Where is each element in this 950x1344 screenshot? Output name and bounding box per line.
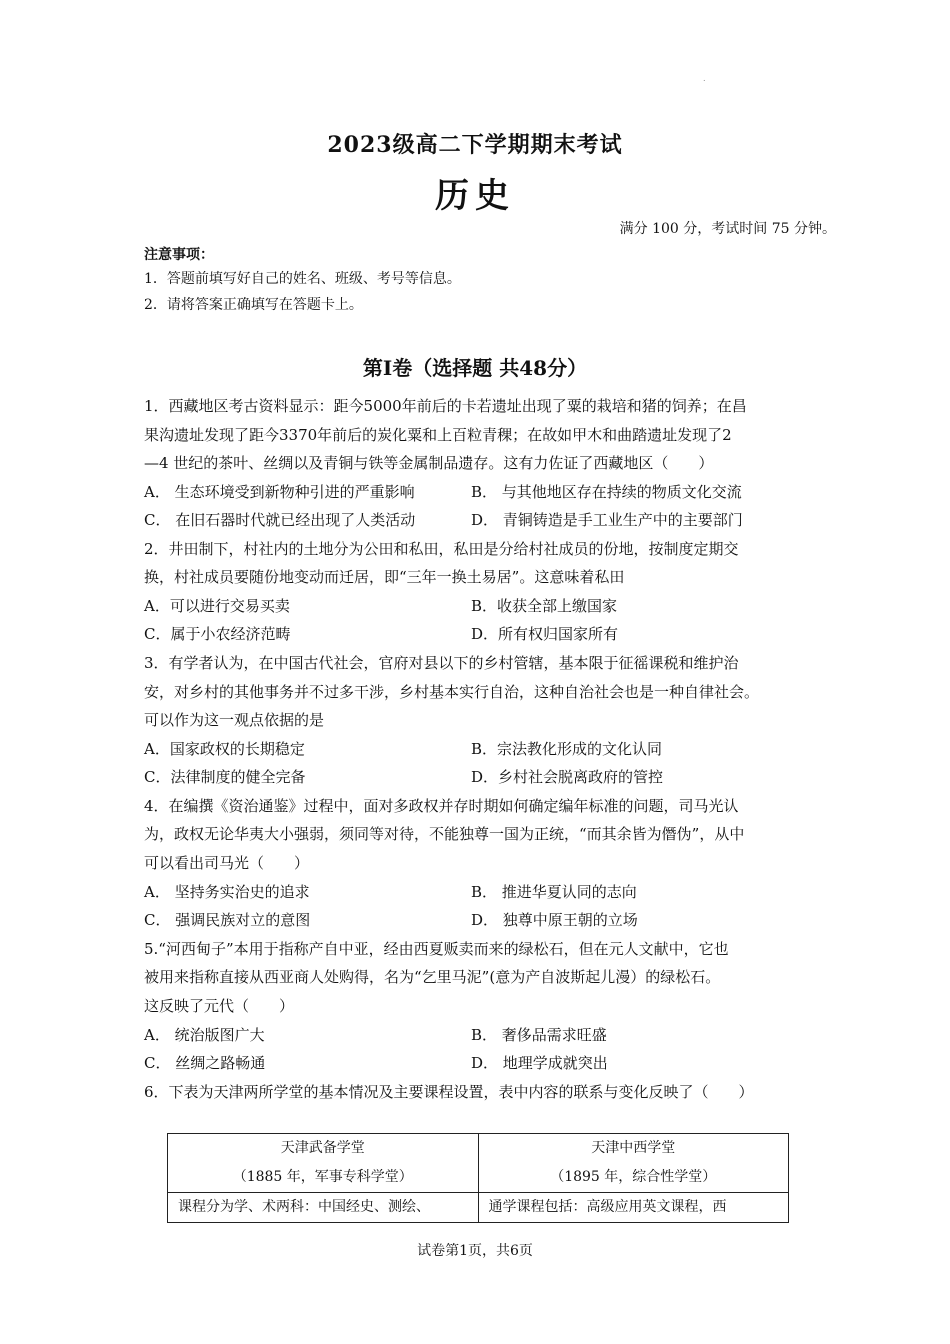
question-text: 果沟遗址发现了距今3370年前后的炭化粟和上百粒青稞；在故如甲木和曲踏遗址发现了2	[144, 426, 732, 444]
question-text: 被用来指称直接从西亚商人处购得，名为“乞里马泥”(意为产自波斯起儿漫）的绿松石。	[144, 968, 721, 986]
option-b: B．宗法教化形成的文化认同	[471, 740, 663, 758]
option-a: A．国家政权的长期稳定	[144, 740, 305, 758]
option-d: D． 独尊中原王朝的立场	[471, 911, 638, 929]
notice-item: 2．请将答案正确填写在答题卡上。	[144, 297, 363, 313]
table-header-cell	[478, 1134, 789, 1193]
question-text: 安，对乡村的其他事务并不过多干涉，乡村基本实行自治，这种自治社会也是一种自律社会。	[144, 683, 760, 701]
option-d: D． 地理学成就突出	[471, 1054, 608, 1072]
option-c: C． 强调民族对立的意图	[144, 911, 311, 929]
question-text: 可以作为这一观点依据的是	[144, 711, 325, 729]
option-c: C．属于小农经济范畴	[144, 625, 291, 643]
option-a: A． 生态环境受到新物种引进的严重影响	[144, 483, 415, 501]
question-text: 换，村社成员要随份地变动而迁居，即“三年一换土易居”。这意味着私田	[144, 568, 625, 586]
notice-heading: 注意事项：	[144, 247, 214, 263]
question-text: 5.“河西甸子”本用于指称产自中亚，经由西夏贩卖而来的绿松石，但在元人文献中，它也	[144, 940, 729, 958]
section-heading: 第Ⅰ卷（选择题 共48分）	[362, 356, 588, 380]
schools-table	[167, 1133, 789, 1223]
table-cell: 课程分为学、术两科：中国经史、测绘、	[168, 1193, 479, 1223]
subject-title: 历史	[435, 176, 515, 216]
question-text: 6．下表为天津两所学堂的基本情况及主要课程设置，表中内容的联系与变化反映了（ ）	[144, 1083, 754, 1101]
table-row	[168, 1193, 789, 1223]
question-text: 为，政权无论华夷大小强弱，须同等对待，不能独尊一国为正统，“而其余皆为僭伪”，从中	[144, 825, 745, 843]
question-text: 3．有学者认为，在中国古代社会，官府对县以下的乡村管辖，基本限于征徭课税和维护治	[144, 654, 739, 672]
option-b: B． 奢侈品需求旺盛	[471, 1026, 607, 1044]
option-b: B． 与其他地区存在持续的物质文化交流	[471, 483, 742, 501]
notice-item: 1．答题前填写好自己的姓名、班级、考号等信息。	[144, 271, 461, 287]
option-d: D．乡村社会脱离政府的管控	[471, 768, 664, 786]
option-c: C．法律制度的健全完备	[144, 768, 306, 786]
option-a: A． 统治版图广大	[144, 1026, 265, 1044]
question-text: —4 世纪的茶叶、丝绸以及青铜与铁等金属制品遗存。这有力佐证了西藏地区（ ）	[144, 454, 714, 472]
school-name: 天津武备学堂	[280, 1140, 365, 1156]
option-d: D．所有权归国家所有	[471, 625, 619, 643]
option-b: B． 推进华夏认同的志向	[471, 883, 637, 901]
page-footer: 试卷第1页，共6页	[417, 1243, 533, 1259]
option-b: B．收获全部上缴国家	[471, 597, 618, 615]
option-c: C． 在旧石器时代就已经出现了人类活动	[144, 511, 416, 529]
table-cell: 通学课程包括：高级应用英文课程，西	[478, 1193, 789, 1223]
school-info: （1885 年，军事专科学堂）	[232, 1169, 413, 1185]
question-text: 4．在编撰《资治通鉴》过程中，面对多政权并存时期如何确定编年标准的问题，司马光认	[144, 797, 739, 815]
option-a: A．可以进行交易买卖	[144, 597, 290, 615]
option-d: D． 青铜铸造是手工业生产中的主要部门	[471, 511, 743, 529]
option-a: A． 坚持务实治史的追求	[144, 883, 310, 901]
question-text: 可以看出司马光（ ）	[144, 854, 310, 872]
school-name: 天津中西学堂	[591, 1140, 676, 1156]
option-c: C． 丝绸之路畅通	[144, 1054, 266, 1072]
table-header-row	[168, 1134, 789, 1193]
question-text: 1．西藏地区考古资料显示：距今5000年前后的卡若遗址出现了粟的栽培和猪的饲养；在昌	[144, 397, 747, 415]
scan-speck: .	[703, 74, 706, 83]
question-text: 这反映了元代（ ）	[144, 997, 295, 1015]
exam-meta: 满分 100 分，考试时间 75 分钟。	[619, 221, 836, 237]
school-info: （1895 年，综合性学堂）	[550, 1169, 717, 1185]
table-header-cell	[168, 1134, 479, 1193]
exam-title: 2023级高二下学期期末考试	[327, 132, 623, 158]
question-text: 2．井田制下，村社内的土地分为公田和私田，私田是分给村社成员的份地，按制度定期交	[144, 540, 739, 558]
